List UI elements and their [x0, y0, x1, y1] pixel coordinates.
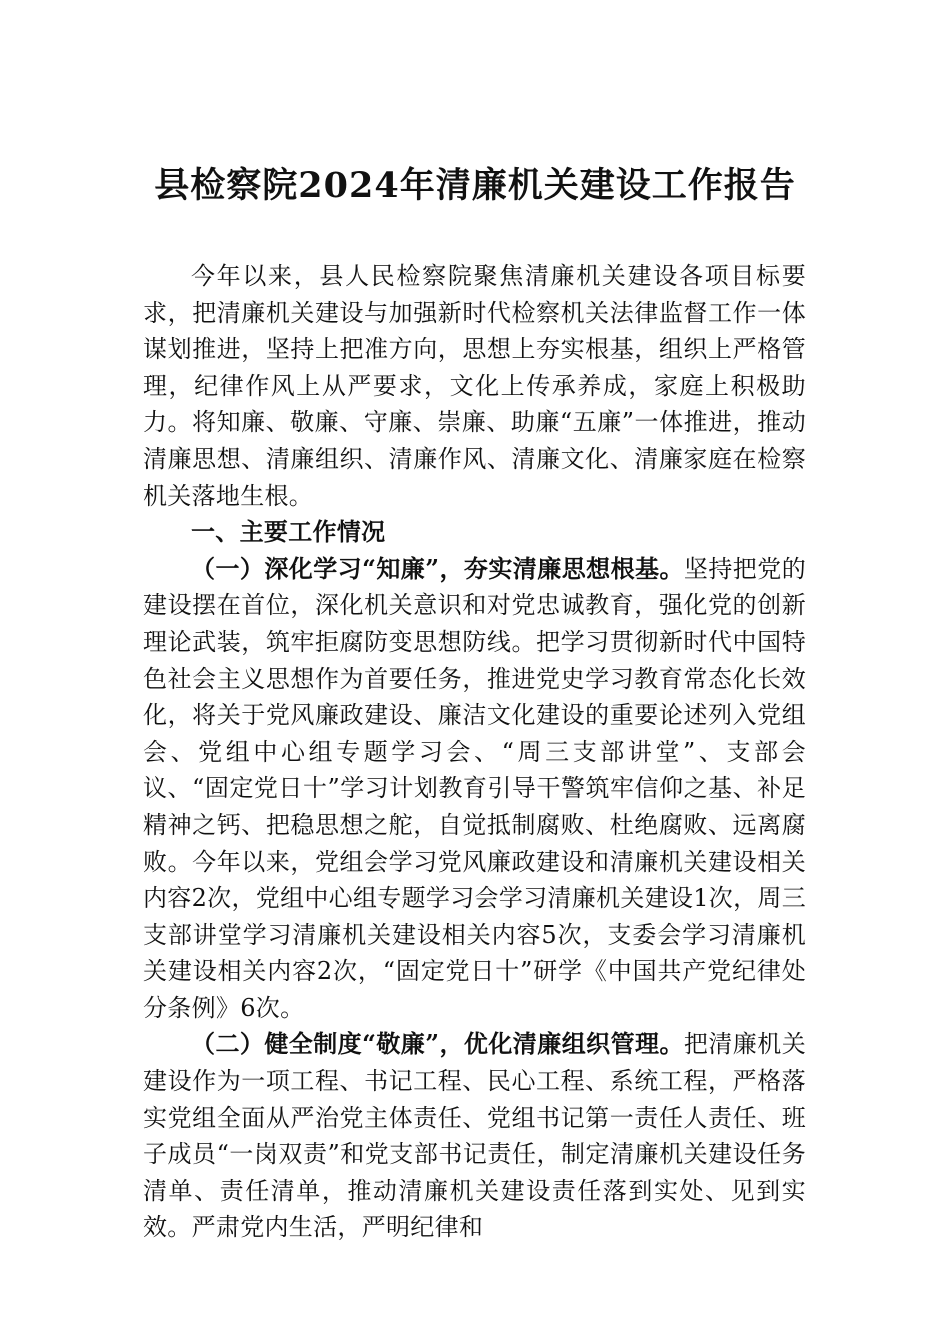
- paragraph-2: [143, 1026, 806, 1246]
- paragraph-1-text: 坚持把党的建设摆在首位，深化机关意识和对党忠诚教育，强化党的创新理论武装，筑牢拒腐防变思想防线。把学习贯彻新时代中国特色社会主义思想作为首要任务，推进党史学习教育常态化长效化，将关于党风廉政建设、廉洁文化建设的重要论述列入党组会、党组中心组专题学习会、“周三支部讲堂”、支部会议、“固定党日十”学习计划教育引导干警筑牢信仰之基、补足精神之钙、把稳思想之舵，自觉抵制腐败、杜绝腐败、远离腐败。今年以来，党组会学习党风廉政建设和清廉机关建设相关内容2次，党组中心组专题学习会学习清廉机关建设1次，周三支部讲堂学习清廉机关建设相关内容5次，支委会学习清廉机关建设相关内容2次，“固定党日十”研学《中国共产党纪律处分条例》6次。: [143, 554, 806, 1022]
- document-title: 县检察院2024年清廉机关建设工作报告: [154, 165, 796, 206]
- paragraph-1: [143, 551, 806, 1027]
- paragraph-1-lead: （一）深化学习“知廉”，夯实清廉思想根基。: [191, 553, 684, 583]
- section-heading: 一、主要工作情况: [191, 517, 386, 547]
- paragraph-2-text: 把清廉机关建设作为一项工程、书记工程、民心工程、系统工程，严格落实党组全面从严治党主体责任、党组书记第一责任人责任、班子成员“一岗双责”和党支部书记责任，制定清廉机关建设任务清单、责任清单，推动清廉机关建设责任落到实处、见到实效。严肃党内生活，严明纪律和: [143, 1030, 806, 1242]
- intro-paragraph: 今年以来，县人民检察院聚焦清廉机关建设各项目标要求，把清廉机关建设与加强新时代检察机关法律监督工作一体谋划推进，坚持上把准方向，思想上夯实根基，组织上严格管理，纪律作风上从严要求，文化上传承养成，家庭上积极助力。将知廉、敬廉、守廉、崇廉、助廉“五廉”一体推进，推动清廉思想、清廉组织、清廉作风、清廉文化、清廉家庭在检察机关落地生根。: [143, 262, 806, 510]
- document-body: [143, 258, 806, 1246]
- paragraph-2-lead: （二）健全制度“敬廉”，优化清廉组织管理。: [191, 1029, 684, 1059]
